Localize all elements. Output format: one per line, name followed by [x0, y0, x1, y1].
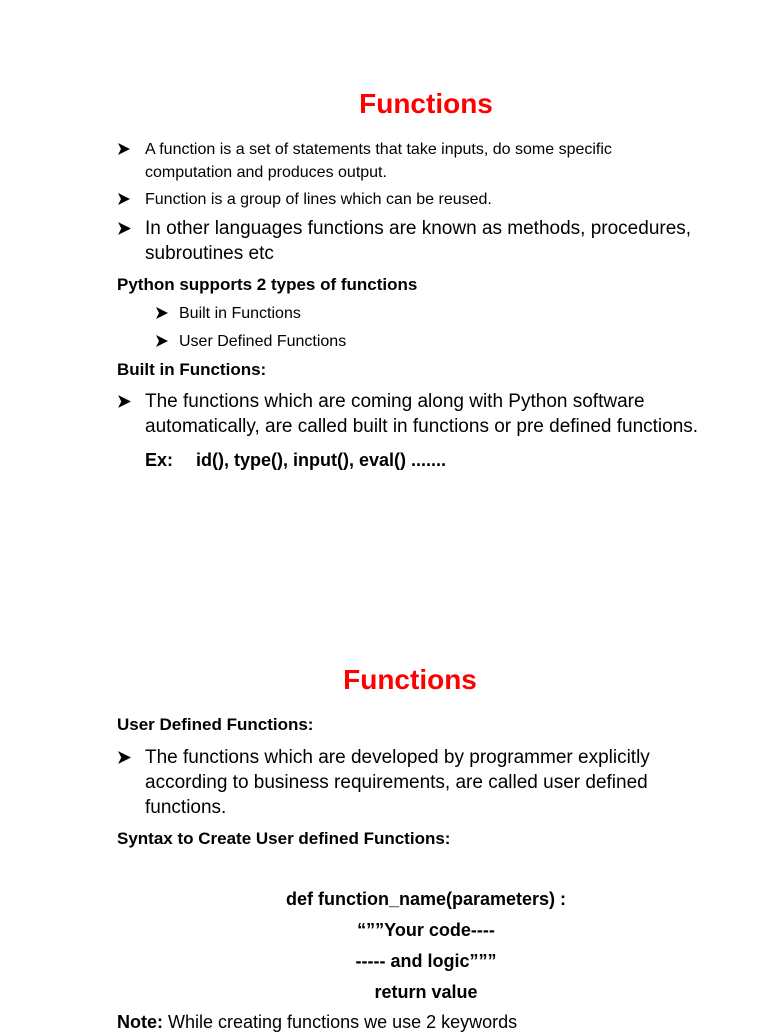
bullet-text: Function is a group of lines which can be reused. [145, 191, 492, 208]
type-item-user-defined [155, 330, 455, 353]
bullet-user-defined-definition [117, 745, 677, 820]
slide2-title: Functions [343, 664, 477, 695]
code-line-docstring-end: ----- and logic””” [355, 951, 497, 971]
bullet-text: The functions which are coming along with Python software automatically, are called built in functions or pre defined functions. [145, 391, 699, 437]
builtin-heading: Built in Functions: [117, 360, 267, 379]
arrow-bullet-icon [117, 745, 145, 765]
bullet-other-languages [117, 216, 737, 266]
bullet-text: A function is a set of statements that take inputs, do some specific computation and produces output. [145, 141, 612, 181]
bullet-text: Built in Functions [179, 305, 301, 322]
arrow-bullet-icon [117, 138, 145, 156]
arrow-bullet-icon [117, 389, 145, 409]
bullet-text: User Defined Functions [179, 333, 347, 350]
arrow-bullet-icon [117, 216, 145, 236]
types-heading: Python supports 2 types of functions [117, 275, 418, 294]
bullet-reuse [117, 188, 717, 211]
code-line-docstring-start: “””Your code---- [357, 920, 495, 940]
note-line [117, 1012, 517, 1033]
note-label: Note: [117, 1012, 163, 1032]
code-line-return: return value [374, 982, 478, 1002]
syntax-heading: Syntax to Create User defined Functions: [117, 829, 451, 848]
user-defined-heading: User Defined Functions: [117, 715, 314, 734]
arrow-bullet-icon [117, 188, 145, 206]
arrow-bullet-icon [155, 302, 179, 320]
code-line-def: def function_name(parameters) : [285, 889, 567, 909]
slide1-title: Functions [359, 88, 493, 119]
bullet-definition [117, 138, 697, 184]
example-text: id(), type(), input(), eval() ....... [196, 450, 447, 470]
example-label: Ex: [145, 450, 174, 470]
bullet-text: In other languages functions are known as methods, procedures, subroutines etc [145, 218, 692, 264]
note-text: While creating functions we use 2 keywords [163, 1012, 518, 1032]
type-item-builtin [155, 302, 455, 325]
arrow-bullet-icon [155, 330, 179, 348]
bullet-text: The functions which are developed by programmer explicitly according to business requirements, are called user defined functions. [145, 747, 650, 818]
example-line [145, 450, 446, 471]
bullet-builtin-definition [117, 389, 737, 439]
